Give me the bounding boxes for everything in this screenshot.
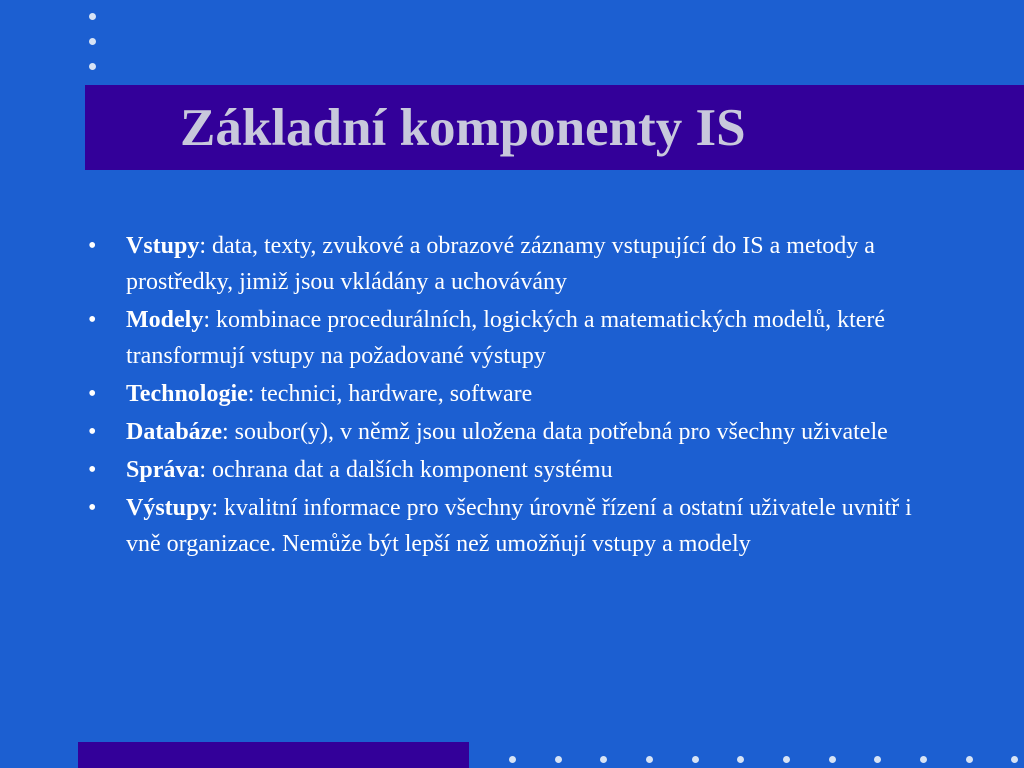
bullet-term: Technologie <box>126 381 248 407</box>
bullet-icon: • <box>88 457 97 483</box>
bullet-list <box>85 228 945 564</box>
slide-title: Základní komponenty IS <box>180 99 746 157</box>
list-item <box>85 228 945 300</box>
dot <box>555 756 562 763</box>
dot <box>692 756 699 763</box>
dot <box>509 756 516 763</box>
dot <box>829 756 836 763</box>
bullet-text: : ochrana dat a dalších komponent systému <box>199 457 613 483</box>
dot <box>1011 756 1018 763</box>
dot <box>89 38 96 45</box>
bullet-text: : technici, hardware, software <box>247 381 533 407</box>
dot <box>600 756 607 763</box>
dot <box>783 756 790 763</box>
dot <box>646 756 653 763</box>
bullet-icon: • <box>88 381 97 407</box>
list-item <box>85 452 945 488</box>
bullet-text: : soubor(y), v němž jsou uložena data potřebná pro všechny uživatele <box>221 419 888 445</box>
list-item <box>85 490 945 562</box>
list-item <box>85 414 945 450</box>
dot <box>737 756 744 763</box>
dot <box>874 756 881 763</box>
dot <box>89 63 96 70</box>
decorative-dots-bottom <box>0 756 1024 766</box>
bullet-term: Modely <box>126 307 204 333</box>
dot <box>920 756 927 763</box>
bullet-icon: • <box>88 233 97 259</box>
bullet-text: : kvalitní informace pro všechny úrovně řízení a ostatní uživatele uvnitř i vně organizace. Nemůže být lepší než umožňují vstupy a modely <box>126 495 912 557</box>
bullet-term: Databáze <box>126 419 222 445</box>
dot <box>89 13 96 20</box>
bullet-text: : data, texty, zvukové a obrazové záznamy vstupující do IS a metody a prostředky, jimiž jsou vkládány a uchovávány <box>126 233 875 295</box>
dot <box>966 756 973 763</box>
bullet-icon: • <box>88 307 97 333</box>
bullet-text: : kombinace procedurálních, logických a matematických modelů, které transformují vstupy na požadované výstupy <box>126 307 886 369</box>
bullet-icon: • <box>88 419 97 445</box>
list-item <box>85 302 945 374</box>
bullet-term: Výstupy <box>126 495 212 521</box>
bullet-term: Vstupy <box>126 233 200 259</box>
list-item <box>85 376 945 412</box>
bullet-icon: • <box>88 495 97 521</box>
bullet-term: Správa <box>126 457 200 483</box>
